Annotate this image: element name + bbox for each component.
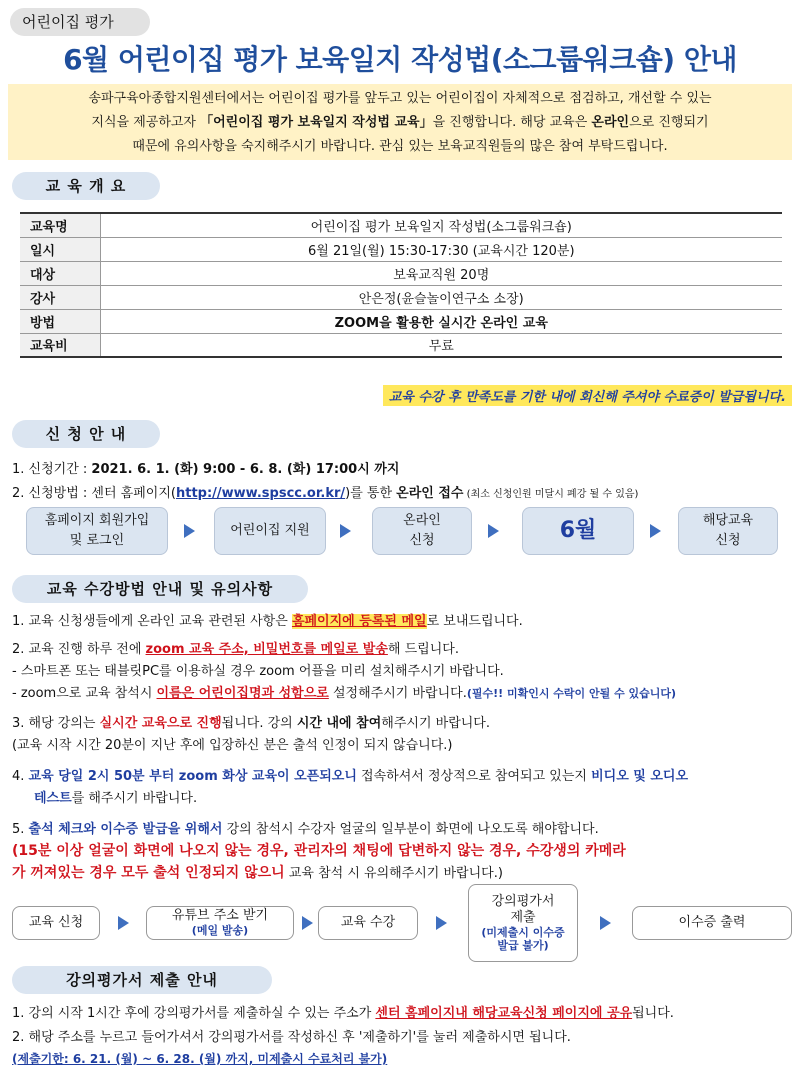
method-text: 설정해주시기 바랍니다. [328,686,467,701]
homepage-link[interactable]: http://www.spscc.or.kr/ [175,486,346,501]
intro-line-3: 때문에 유의사항을 숙지해주시기 바랍니다. 관심 있는 보육교직원들의 많은 참여 부탁드립니다. [132,139,668,154]
method-highlight: 테스트 [34,791,72,806]
eval-item-1 [12,1002,674,1021]
section-overview: 교 육 개 요 [12,172,160,200]
method-text: 2. 교육 진행 하루 전에 [12,642,146,657]
section-eval: 강의평가서 제출 안내 [12,966,272,994]
table-key: 일시 [20,237,100,261]
method-item-3 [12,712,490,731]
method-highlight: 실시간 교육으로 진행 [99,716,222,731]
apply-dates: 2021. 6. 1. (화) 9:00 - 6. 8. (화) 17:00시 까지 [91,462,400,477]
method-item-3-sub: (교육 시작 시간 20분이 지난 후에 입장하신 분은 출석 인정이 되지 않습니다.) [12,738,453,753]
intro-line-2 [8,111,792,135]
flow-text: 어린이집 지원 [230,523,310,538]
method-warning: 가 꺼져있는 경우 모두 출석 인정되지 않으니 [12,865,285,881]
method-text: 3. 해당 강의는 [12,716,100,731]
flow-text: 제출 [510,910,536,925]
table-row [20,237,782,261]
arrow-right-icon [302,916,313,930]
method-text: 1. 교육 신청생들에게 온라인 교육 관련된 사항은 [12,614,292,629]
apply-note: (최소 신청인원 미달시 폐강 될 수 있음) [463,489,639,500]
table-value: 어린이집 평가 보육일지 작성법(소그룹워크숍) [310,219,572,235]
method-warning: (15분 이상 얼굴이 화면에 나오지 않는 경우, 관리자의 채팅에 답변하지 않는 경우, 수강생의 카메라 [12,843,626,859]
method-text: 5. [12,822,29,837]
table-row [20,261,782,285]
method-text: 4. [12,769,29,784]
table-value: 보육교직원 20명 [100,261,782,285]
flow-text: 신청 [409,533,435,548]
method-text: 로 보내드립니다. [426,614,523,629]
intro-online: 온라인 [591,115,630,130]
method-text: 교육 참석 시 유의해주시기 바랍니다.) [284,866,503,881]
intro-text: 으로 진행되기 [629,115,709,130]
flow-text: (미제출시 이수증 [481,926,565,939]
flow2-step-certificate [632,906,792,940]
method-highlight: 교육 당일 2시 50분 부터 zoom 화상 교육이 오픈되오니 [28,769,357,784]
method-text: 접속하셔서 정상적으로 참여되고 있는지 [356,769,592,784]
flow-step-course [678,507,778,555]
flow-text: 신청 [715,533,741,548]
method-item-1 [12,610,523,629]
table-row [20,333,782,357]
intro-line-1: 송파구육아종합지원센터에서는 어린이집 평가를 앞두고 있는 어린이집이 자체적으로 점검하고, 개선할 수 있는 [88,91,712,106]
flow-text: 홈페이지 회원가입 [44,513,150,528]
arrow-right-icon [184,524,195,538]
apply-label: 1. 신청기간 : [12,462,92,477]
eval-highlight: 센터 홈페이지내 해당교육신청 페이지에 공유 [375,1006,633,1021]
table-key: 교육명 [20,213,100,237]
table-key: 강사 [20,285,100,309]
method-item-5 [12,818,599,837]
table-key: 교육비 [20,333,100,357]
arrow-right-icon [600,916,611,930]
table-row [20,285,782,309]
table-row [20,213,782,237]
method-required: (필수!! 미확인시 수락이 안될 수 있습니다) [466,687,677,700]
info-table [20,212,782,358]
intro-box [8,84,792,160]
arrow-right-icon [436,916,447,930]
flow-step-june [522,507,634,555]
method-item-2-sub-2 [12,682,676,701]
flow-text: (메일 발송) [191,924,249,937]
intro-course-name: 「어린이집 평가 보육일지 작성법 교육」 [200,115,433,130]
method-text: - zoom으로 교육 참석시 [12,686,157,701]
method-item-5-warning-1 [12,840,626,860]
flow-text: 교육 신청 [28,915,84,930]
method-item-2 [12,638,459,657]
table-key: 대상 [20,261,100,285]
flow-step-online [372,507,472,555]
table-key: 방법 [20,309,100,333]
table-row [20,309,782,333]
flow2-step-youtube [146,906,294,940]
method-item-4 [12,765,688,784]
flow-text: 교육 수강 [340,915,396,930]
method-text: 강의 참석시 수강자 얼굴의 일부분이 화면에 나오도록 해야합니다. [222,822,599,837]
flow2-step-apply [12,906,100,940]
page-title: 6월 어린이집 평가 보육일지 작성법(소그룹워크숍) 안내 [63,43,737,76]
category-tag: 어린이집 평가 [10,8,150,36]
apply-online: 온라인 접수 [396,486,464,501]
method-item-2-sub-1: - 스마트폰 또는 태블릿PC를 이용하실 경우 zoom 어플을 미리 설치해주시기 바랍니다. [12,664,504,679]
flow-text: 6월 [559,518,597,543]
method-highlight: 시간 내에 참여 [296,716,382,731]
flow-step-support [214,507,326,555]
table-value: 무료 [100,333,782,357]
flow-text: 및 로그인 [69,533,125,548]
flow-step-signup [26,507,168,555]
flow-text: 발급 불가) [497,939,549,952]
method-item-4-cont [34,787,197,806]
apply-text: )를 통한 [345,486,397,501]
apply-method [12,482,638,501]
eval-text: 1. 강의 시작 1시간 후에 강의평가서를 제출하실 수 있는 주소가 [12,1006,376,1021]
method-highlight: 출석 체크와 이수증 발급을 위해서 [28,822,223,837]
eval-item-2: 2. 해당 주소를 누르고 들어가셔서 강의평가서를 작성하신 후 '제출하기'를 눌러 제출하시면 됩니다. [12,1030,571,1045]
certificate-notice: 교육 수강 후 만족도를 기한 내에 회신해 주셔야 수료증이 발급됩니다. [383,385,792,406]
intro-text: 지식을 제공하고자 [91,115,201,130]
eval-deadline-text: (제출기한: 6. 21. (월) ~ 6. 28. (월) 까지, 미제출시 수료처리 불가) [12,1052,388,1066]
method-text: 됩니다. 강의 [221,716,297,731]
method-text: 해주시기 바랍니다. [381,716,490,731]
flow-text: 해당교육 [702,513,754,528]
apply-period [12,458,399,477]
method-highlight: 비디오 및 오디오 [591,769,689,784]
method-highlight: 이름은 어린이집명과 성함으로 [156,686,329,701]
flow-text: 유튜브 주소 받기 [171,908,269,923]
eval-text: 됩니다. [632,1006,674,1021]
method-item-5-warning-2 [12,862,503,882]
method-text: 를 해주시기 바랍니다. [71,791,198,806]
eval-deadline [12,1050,387,1067]
section-method: 교육 수강방법 안내 및 유의사항 [12,575,308,603]
table-value: ZOOM을 활용한 실시간 온라인 교육 [100,309,782,333]
flow-text: 이수증 출력 [678,915,746,930]
arrow-right-icon [118,916,129,930]
flow-text: 강의평가서 [491,894,555,909]
method-text: 해 드립니다. [387,642,459,657]
apply-label: 2. 신청방법 : 센터 홈페이지( [12,486,176,501]
section-apply: 신 청 안 내 [12,420,160,448]
flow2-step-attend [318,906,418,940]
method-highlight: zoom 교육 주소, 비밀번호를 메일로 발송 [145,642,388,657]
arrow-right-icon [340,524,351,538]
arrow-right-icon [488,524,499,538]
flow2-step-evaluation [468,884,578,962]
table-value: 안은정(윤슬놀이연구소 소장) [100,285,782,309]
arrow-right-icon [650,524,661,538]
table-value: 6월 21일(월) 15:30-17:30 (교육시간 120분) [100,237,782,261]
flow-text: 온라인 [403,513,441,528]
method-highlight: 홈페이지에 등록된 메일 [291,614,427,629]
intro-text: 을 진행합니다. 해당 교육은 [432,115,592,130]
